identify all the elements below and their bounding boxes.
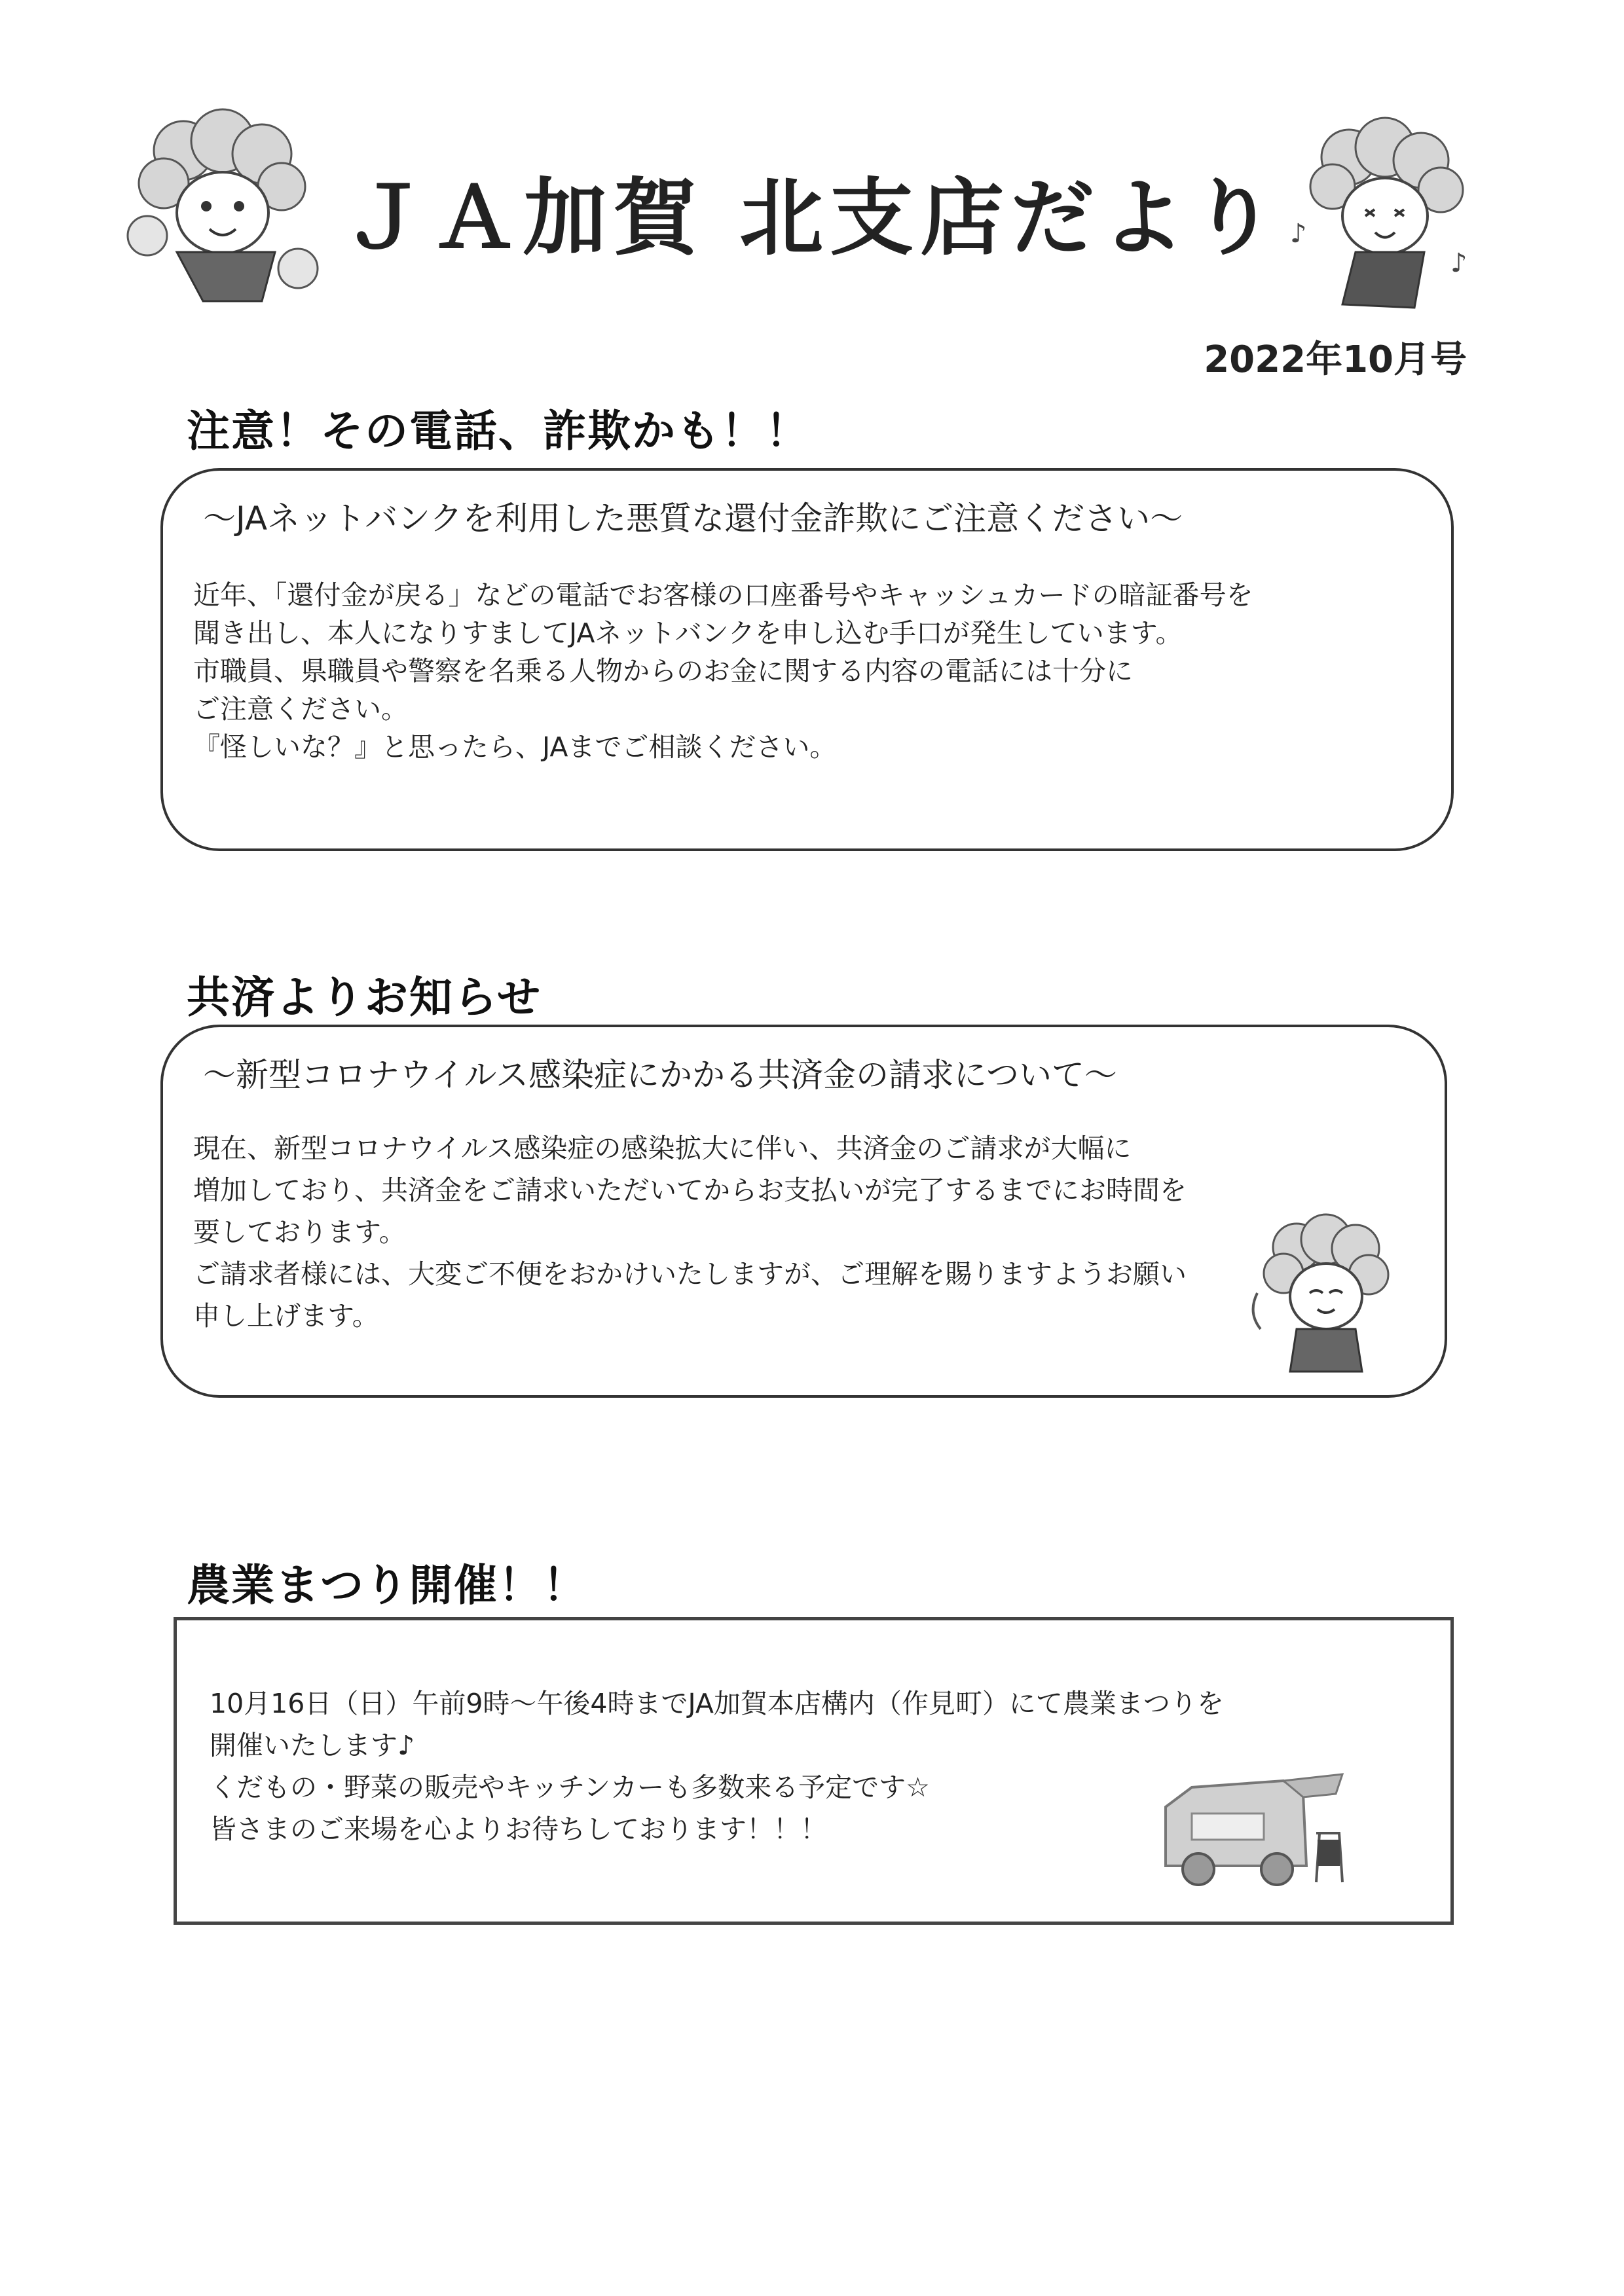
issue-date: 2022年10月号 — [1204, 338, 1467, 381]
section-heading-agri-festival: 農業まつり開催！！ — [187, 1560, 587, 1611]
body-line: 聞き出し、本人になりすましてJAネットバンクを申し込む手口が発生しています。 — [193, 617, 1183, 649]
body-line: ご請求者様には、大変ご不便をおかけいたしますが、ご理解を賜りますようお願い — [193, 1258, 1187, 1290]
body-line: くだもの・野菜の販売やキッチンカーも多数来る予定です☆ — [210, 1772, 930, 1803]
body-line: 開催いたします♪ — [210, 1730, 415, 1761]
body-line: 近年、「還付金が戻る」などの電話でお客様の口座番号やキャッシュカードの暗証番号を — [193, 579, 1253, 611]
svg-text:♪: ♪ — [1450, 248, 1467, 278]
section-heading-kyosai-notice: 共済よりお知らせ — [187, 972, 542, 1023]
body-line: 市職員、県職員や警察を名乗る人物からのお金に関する内容の電話には十分に — [193, 655, 1133, 687]
body-line: ご注意ください。 — [193, 693, 408, 725]
body-line: 現在、新型コロナウイルス感染症の感染拡大に伴い、共済金のご請求が大幅に — [193, 1133, 1132, 1164]
fraud-warning-body — [193, 576, 1253, 766]
page-title: ＪＡ加賀 北支店だより — [342, 170, 1282, 267]
body-line: 増加しており、共済金をご請求いただいてからお支払いが完了するまでにお時間を — [193, 1175, 1187, 1206]
body-line: 申し上げます。 — [193, 1300, 379, 1332]
kyosai-notice-body — [193, 1127, 1187, 1337]
broccoli-mascot-dancing-icon — [1283, 118, 1480, 314]
fraud-warning-subtitle: ～JAネットバンクを利用した悪質な還付金詐欺にご注意ください～ — [203, 500, 1183, 538]
svg-text:♪: ♪ — [1290, 219, 1307, 249]
body-line: 要しております。 — [193, 1216, 406, 1248]
agri-festival-body — [210, 1683, 1224, 1850]
body-line: 皆さまのご来場を心よりお待ちしております！！！ — [210, 1813, 827, 1845]
section-heading-fraud-warning: 注意！その電話、詐欺かも！！ — [187, 406, 810, 456]
kyosai-notice-subtitle: ～新型コロナウイルス感染症にかかる共済金の請求について～ — [203, 1056, 1117, 1094]
bowing-mascot-icon — [1244, 1214, 1401, 1375]
body-line: 『怪しいな？』と思ったら、JAまでご相談ください。 — [193, 731, 837, 763]
body-line: 10月16日（日）午前9時～午後4時までJA加賀本店構内（作見町）にて農業まつりを — [210, 1688, 1224, 1719]
broccoli-mascot-icon — [111, 111, 321, 308]
kitchen-car-icon — [1153, 1768, 1349, 1892]
